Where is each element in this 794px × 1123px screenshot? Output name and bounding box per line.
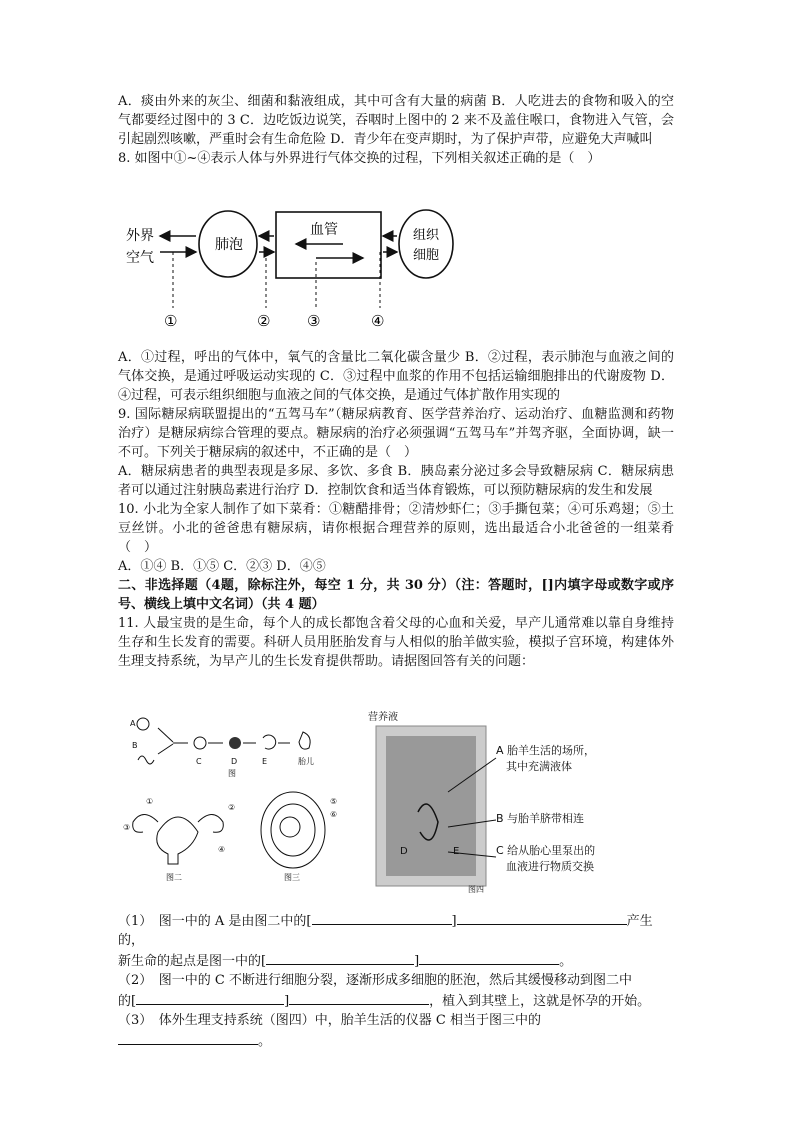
fig1-fetus-label: 胎儿 — [298, 757, 314, 766]
blank-2b[interactable] — [289, 990, 429, 1005]
blank-1a[interactable] — [312, 910, 452, 925]
q11-part-1-line-2: 新生命的起点是图一中的[ ] 。 — [118, 950, 678, 971]
fig4-label-c1: C 给从胎心里泵出的 — [496, 844, 596, 857]
fig4-marker-e: E — [453, 846, 460, 857]
fig4-caption: 图四 — [468, 885, 484, 894]
q11-part-2-line-2: 的[ ] ，植入到其壁上，这就是怀孕的开始。 — [118, 990, 678, 1011]
fig1-label-a: A — [130, 719, 136, 728]
fig4-nutrient-label: 营养液 — [368, 712, 398, 723]
outside-air-label-1: 外界 — [126, 228, 154, 244]
q11-answer-blanks — [118, 910, 678, 1051]
process-2-label: ② — [257, 312, 271, 330]
fig4-label-a2: 其中充满液体 — [506, 760, 572, 773]
fig2-caption: 图二 — [166, 873, 182, 882]
process-4-label: ④ — [371, 312, 385, 330]
fig4-marker-d: D — [400, 846, 408, 857]
question-page — [118, 92, 674, 168]
fig2-marker-4: ④ — [218, 845, 226, 854]
q11-part-3-line-1: （3） 体外生理支持系统（图四）中，胎羊生活的仪器 C 相当于图三中的 — [118, 1013, 541, 1028]
q11-part-2-line-1: （2） 图一中的 C 不断进行细胞分裂，逐渐形成多细胞的胚泡，然后其缓慢移动到图二中 — [118, 973, 632, 988]
process-1-label: ① — [164, 312, 178, 330]
q11-figures — [118, 702, 596, 898]
fig3-caption: 图三 — [284, 873, 300, 882]
alveoli-label: 肺泡 — [215, 237, 243, 253]
fig1-label-b: B — [132, 741, 138, 750]
outside-air-label-2: 空气 — [126, 250, 154, 266]
tissue-circle — [399, 210, 453, 278]
q8-stem: 8. 如图中①~④表示人体与外界进行气体交换的过程，下列相关叙述正确的是（ ） — [118, 151, 601, 166]
q9-stem: 9. 国际糖尿病联盟提出的“五驾马车”（糖尿病教育、医学营养治疗、运动治疗、血糖监测和药物治疗）是糖尿病综合管理的要点。糖尿病的治疗必须强调“五驾马车”并驾齐驱，全面协调，缺一不可。下列关于糖尿病的叙述中，不正确的是（ ） — [118, 407, 674, 460]
q11-stem: 11. 人最宝贵的是生命，每个人的成长都饱含着父母的心血和关爱，早产儿通常难以靠自身维持生存和生长发育的需要。科研人员用胚胎发育与人相似的胎羊做实验，模拟子宫环境，构建体外生理支持系统，为早产儿的生长发育提供帮助。请据图回答有关的问题： — [118, 616, 674, 669]
fig2-marker-2: ② — [228, 803, 236, 812]
fig2-marker-3: ③ — [123, 823, 131, 832]
tissue-label-2: 细胞 — [413, 248, 440, 263]
q8-options: A．①过程，呼出的气体中，氧气的含量比二氧化碳含量少 B．②过程，表示肺泡与血液之间的气体交换，是通过呼吸运动实现的 C．③过程中血浆的作用不包括运输细胞排出的代谢废物 D．④过程，可表示组织细胞与血液之间的气体交换，是通过气体扩散作用实现的 — [118, 350, 674, 403]
fig1-label-c: C — [196, 757, 202, 766]
q7-options: A．痰由外来的灰尘、细菌和黏液组成，其中可含有大量的病菌 B．人吃进去的食物和吸入的空气都要经过图中的 3 C．边吃饭边说笑，吞咽时上图中的 2 来不及盖住喉口，食物进入气管，会引起剧烈咳嗽，严重时会有生命危险 D．青少年在变声期时，为了保护声带，应避免大声喊叫 — [118, 94, 674, 147]
fig3-marker-6: ⑥ — [330, 810, 338, 819]
blank-2a[interactable] — [136, 990, 284, 1005]
fig4-label-a1: A 胎羊生活的场所， — [496, 744, 596, 757]
q9-options: A．糖尿病患者的典型表现是多尿、多饮、多食 B．胰岛素分泌过多会导致糖尿病 C．糖尿病患者可以通过注射胰岛素进行治疗 D．控制饮食和适当体育锻炼，可以预防糖尿病的发生和发展 — [118, 464, 674, 498]
blank-1b[interactable] — [457, 910, 627, 925]
blank-1d[interactable] — [419, 950, 559, 965]
fig1-label-e: E — [262, 757, 268, 766]
question-block-2 — [118, 348, 674, 671]
fig3-marker-5: ⑤ — [330, 797, 338, 806]
fig2-marker-1: ① — [146, 797, 154, 806]
q11-part-3-line-2: 。 — [118, 1030, 678, 1051]
blank-3a[interactable] — [118, 1030, 258, 1045]
blank-1c[interactable] — [266, 950, 414, 965]
section-2-heading: 二、非选择题（4题，除标注外，每空 1 分，共 30 分）（注：答题时，[]内填字母或数字或序号、横线上填中文名词）（共 4 题） — [118, 578, 674, 612]
q10-options: A．①④ B．①⑤ C．②③ D．④⑤ — [118, 559, 326, 574]
vessel-label: 血管 — [310, 222, 338, 238]
fig4-label-b: B 与胎羊脐带相连 — [496, 812, 585, 825]
fig1-label-d: D — [231, 757, 238, 766]
q11-part-1-line-1: （1） 图一中的 A 是由图二中的[ ] 产生的， — [118, 910, 678, 950]
fig4-label-c2: 血液进行物质交换 — [506, 860, 594, 873]
q10-stem: 10. 小北为全家人制作了如下菜肴：①糖醋排骨；②清炒虾仁；③手撕包菜；④可乐鸡翅；⑤土豆丝饼。小北的爸爸患有糖尿病，请你根据合理营养的原则，选出最适合小北爸爸的一组菜肴（ ） — [118, 502, 674, 555]
gas-exchange-diagram — [118, 202, 458, 332]
process-3-label: ③ — [307, 312, 321, 330]
tissue-label-1: 组织 — [413, 228, 440, 243]
fig1-caption: 图 — [228, 769, 236, 778]
